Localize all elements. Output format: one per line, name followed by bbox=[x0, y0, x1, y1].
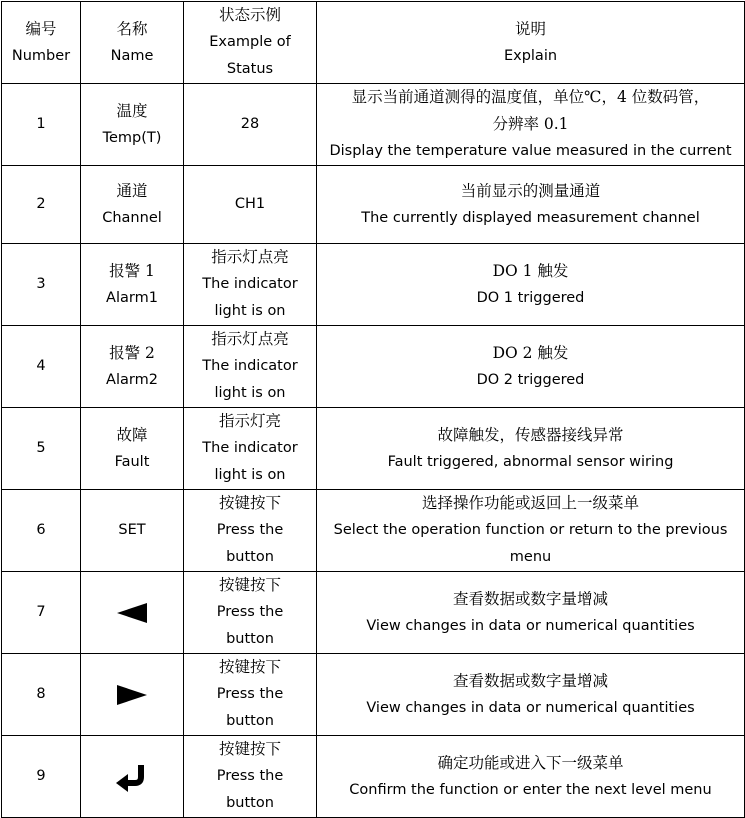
row-name: 温度 Temp(T) bbox=[81, 84, 184, 166]
row-name: SET bbox=[81, 490, 184, 572]
row-explain: 查看数据或数字量增减 View changes in data or numerical quantities bbox=[317, 654, 745, 736]
table-row bbox=[2, 408, 745, 490]
header-explain: 说明 Explain bbox=[317, 2, 745, 84]
row-status: 按键按下 Press the button bbox=[184, 572, 317, 654]
row-name: 报警 1 Alarm1 bbox=[81, 244, 184, 326]
row-number: 5 bbox=[2, 408, 81, 490]
row-status: 指示灯点亮 The indicator light is on bbox=[184, 326, 317, 408]
row-name bbox=[81, 572, 184, 654]
row-status: 按键按下 Press the button bbox=[184, 736, 317, 818]
row-name: 通道 Channel bbox=[81, 166, 184, 244]
row-number: 3 bbox=[2, 244, 81, 326]
row-status: 指示灯点亮 The indicator light is on bbox=[184, 244, 317, 326]
table-row bbox=[2, 490, 745, 572]
spec-table bbox=[1, 1, 745, 818]
row-number: 7 bbox=[2, 572, 81, 654]
row-number: 8 bbox=[2, 654, 81, 736]
row-status: CH1 bbox=[184, 166, 317, 244]
table-row bbox=[2, 326, 745, 408]
table-row bbox=[2, 736, 745, 818]
header-name: 名称 Name bbox=[81, 2, 184, 84]
left-triangle-icon bbox=[116, 602, 148, 624]
right-triangle-icon bbox=[116, 684, 148, 706]
row-number: 1 bbox=[2, 84, 81, 166]
table-row bbox=[2, 244, 745, 326]
row-name bbox=[81, 654, 184, 736]
row-explain: 故障触发，传感器接线异常 Fault triggered, abnormal sensor wiring bbox=[317, 408, 745, 490]
row-explain: 显示当前通道测得的温度值，单位℃，4 位数码管， 分辨率 0.1 Display the temperature value measured in the current bbox=[317, 84, 745, 166]
row-number: 9 bbox=[2, 736, 81, 818]
row-explain: 当前显示的测量通道 The currently displayed measurement channel bbox=[317, 166, 745, 244]
row-name: 报警 2 Alarm2 bbox=[81, 326, 184, 408]
table-row bbox=[2, 654, 745, 736]
row-explain: DO 2 触发 DO 2 triggered bbox=[317, 326, 745, 408]
header-row bbox=[2, 2, 745, 84]
row-number: 6 bbox=[2, 490, 81, 572]
row-explain: DO 1 触发 DO 1 triggered bbox=[317, 244, 745, 326]
row-number: 2 bbox=[2, 166, 81, 244]
header-number: 编号 Number bbox=[2, 2, 81, 84]
row-name: 故障 Fault bbox=[81, 408, 184, 490]
table-row bbox=[2, 572, 745, 654]
row-explain: 确定功能或进入下一级菜单 Confirm the function or enter the next level menu bbox=[317, 736, 745, 818]
enter-return-icon bbox=[114, 762, 150, 792]
table-row bbox=[2, 84, 745, 166]
row-explain: 查看数据或数字量增减 View changes in data or numerical quantities bbox=[317, 572, 745, 654]
row-status: 指示灯亮 The indicator light is on bbox=[184, 408, 317, 490]
header-status: 状态示例 Example of Status bbox=[184, 2, 317, 84]
row-status: 按键按下 Press the button bbox=[184, 490, 317, 572]
row-explain: 选择操作功能或返回上一级菜单 Select the operation function or return to the previous menu bbox=[317, 490, 745, 572]
row-name bbox=[81, 736, 184, 818]
row-status: 按键按下 Press the button bbox=[184, 654, 317, 736]
row-number: 4 bbox=[2, 326, 81, 408]
table-row bbox=[2, 166, 745, 244]
row-status: 28 bbox=[184, 84, 317, 166]
